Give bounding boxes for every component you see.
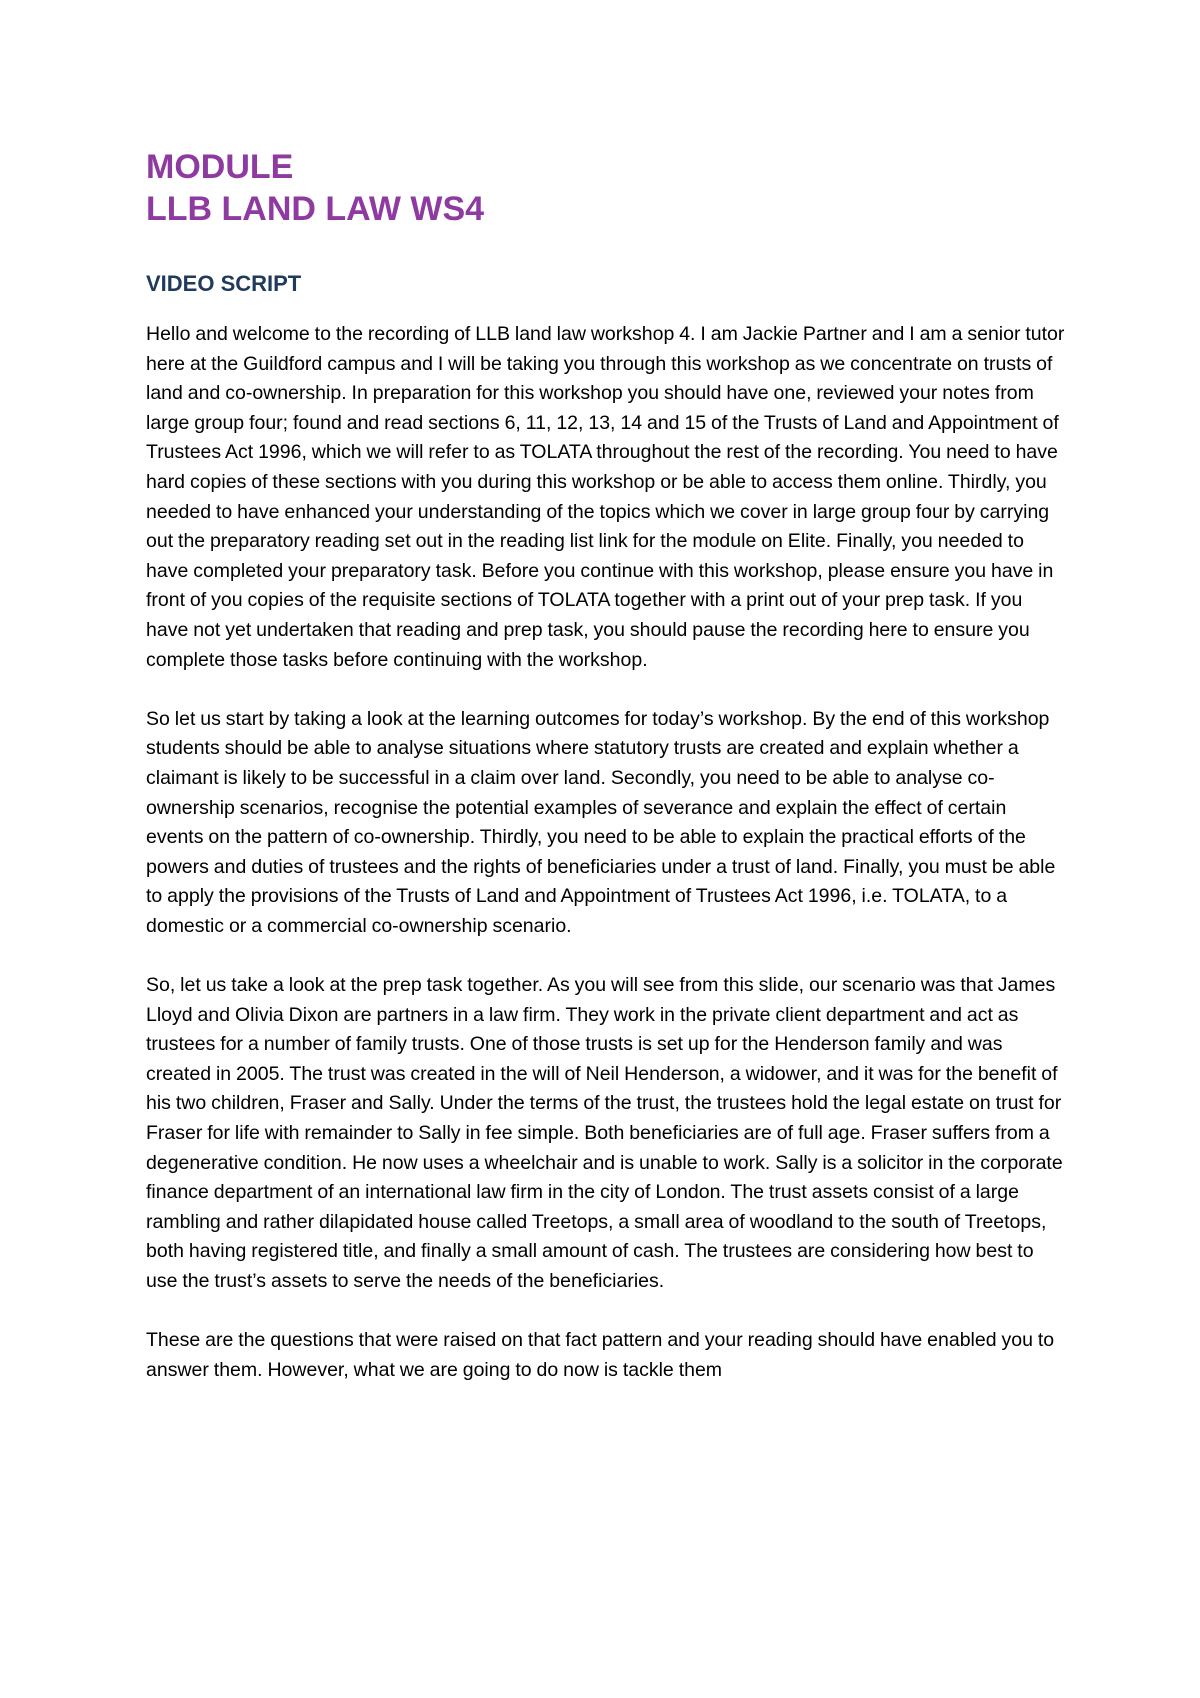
paragraph-prep-task-scenario: So, let us take a look at the prep task together. As you will see from this slide, our scenario was that James Lloyd and Olivia Dixon are partners in a law firm. They work in the private client department and act as trustees for a number of family trusts. One of those trusts is set up for the Henderson family and was created in 2005. The trust was created in the will of Neil Henderson, a widower, and it was for the benefit of his two children, Fraser and Sally. Under the terms of the trust, the trustees hold the legal estate on trust for Fraser for life with remainder to Sally in fee simple. Both beneficiaries are of full age. Fraser suffers from a degenerative condition. He now uses a wheelchair and is unable to work. Sally is a solicitor in the corporate finance department of an international law firm in the city of London. The trust assets consist of a large rambling and rather dilapidated house called Treetops, a small area of woodland to the south of Treetops, both having registered title, and finally a small amount of cash. The trustees are considering how best to use the trust’s assets to serve the needs of the beneficiaries. — [146, 974, 1063, 1292]
module-title-line1: MODULE — [146, 148, 294, 186]
video-script-heading: VIDEO SCRIPT — [146, 271, 302, 296]
paragraph-questions: These are the questions that were raised on that fact pattern and your reading should have enabled you to answer them. However, what we are going to do now is tackle them — [146, 1329, 1055, 1381]
module-title-line2: LLB LAND LAW WS4 — [146, 190, 485, 228]
document-content — [146, 146, 1066, 1385]
paragraph-introduction: Hello and welcome to the recording of LLB land law workshop 4. I am Jackie Partner and I am a senior tutor here at the Guildford campus and I will be taking you through this workshop as we concentrate on trusts of land and co-ownership. In preparation for this workshop you should have one, reviewed your notes from large group four; found and read sections 6, 11, 12, 13, 14 and 15 of the Trusts of Land and Appointment of Trustees Act 1996, which we will refer to as TOLATA throughout the rest of the recording. You need to have hard copies of these sections with you during this workshop or be able to access them online. Thirdly, you needed to have enhanced your understanding of the topics which we cover in large group four by carrying out the preparatory reading set out in the reading list link for the module on Elite. Finally, you needed to have completed your preparatory task. Before you continue with this workshop, please ensure you have in front of you copies of the requisite sections of TOLATA together with a print out of your prep task. If you have not yet undertaken that reading and prep task, you should pause the recording here to ensure you complete those tasks before continuing with the workshop. — [146, 323, 1065, 671]
module-title — [146, 146, 1066, 230]
paragraph-learning-outcomes: So let us start by taking a look at the learning outcomes for today’s workshop. By the end of this workshop students should be able to analyse situations where statutory trusts are created and explain whether a claimant is likely to be successful in a claim over land. Secondly, you need to be able to analyse co-ownership scenarios, recognise the potential examples of severance and explain the effect of certain events on the pattern of co-ownership. Thirdly, you need to be able to explain the practical efforts of the powers and duties of trustees and the rights of beneficiaries under a trust of land. Finally, you must be able to apply the provisions of the Trusts of Land and Appointment of Trustees Act 1996, i.e. TOLATA, to a domestic or a commercial co-ownership scenario. — [146, 707, 1056, 937]
